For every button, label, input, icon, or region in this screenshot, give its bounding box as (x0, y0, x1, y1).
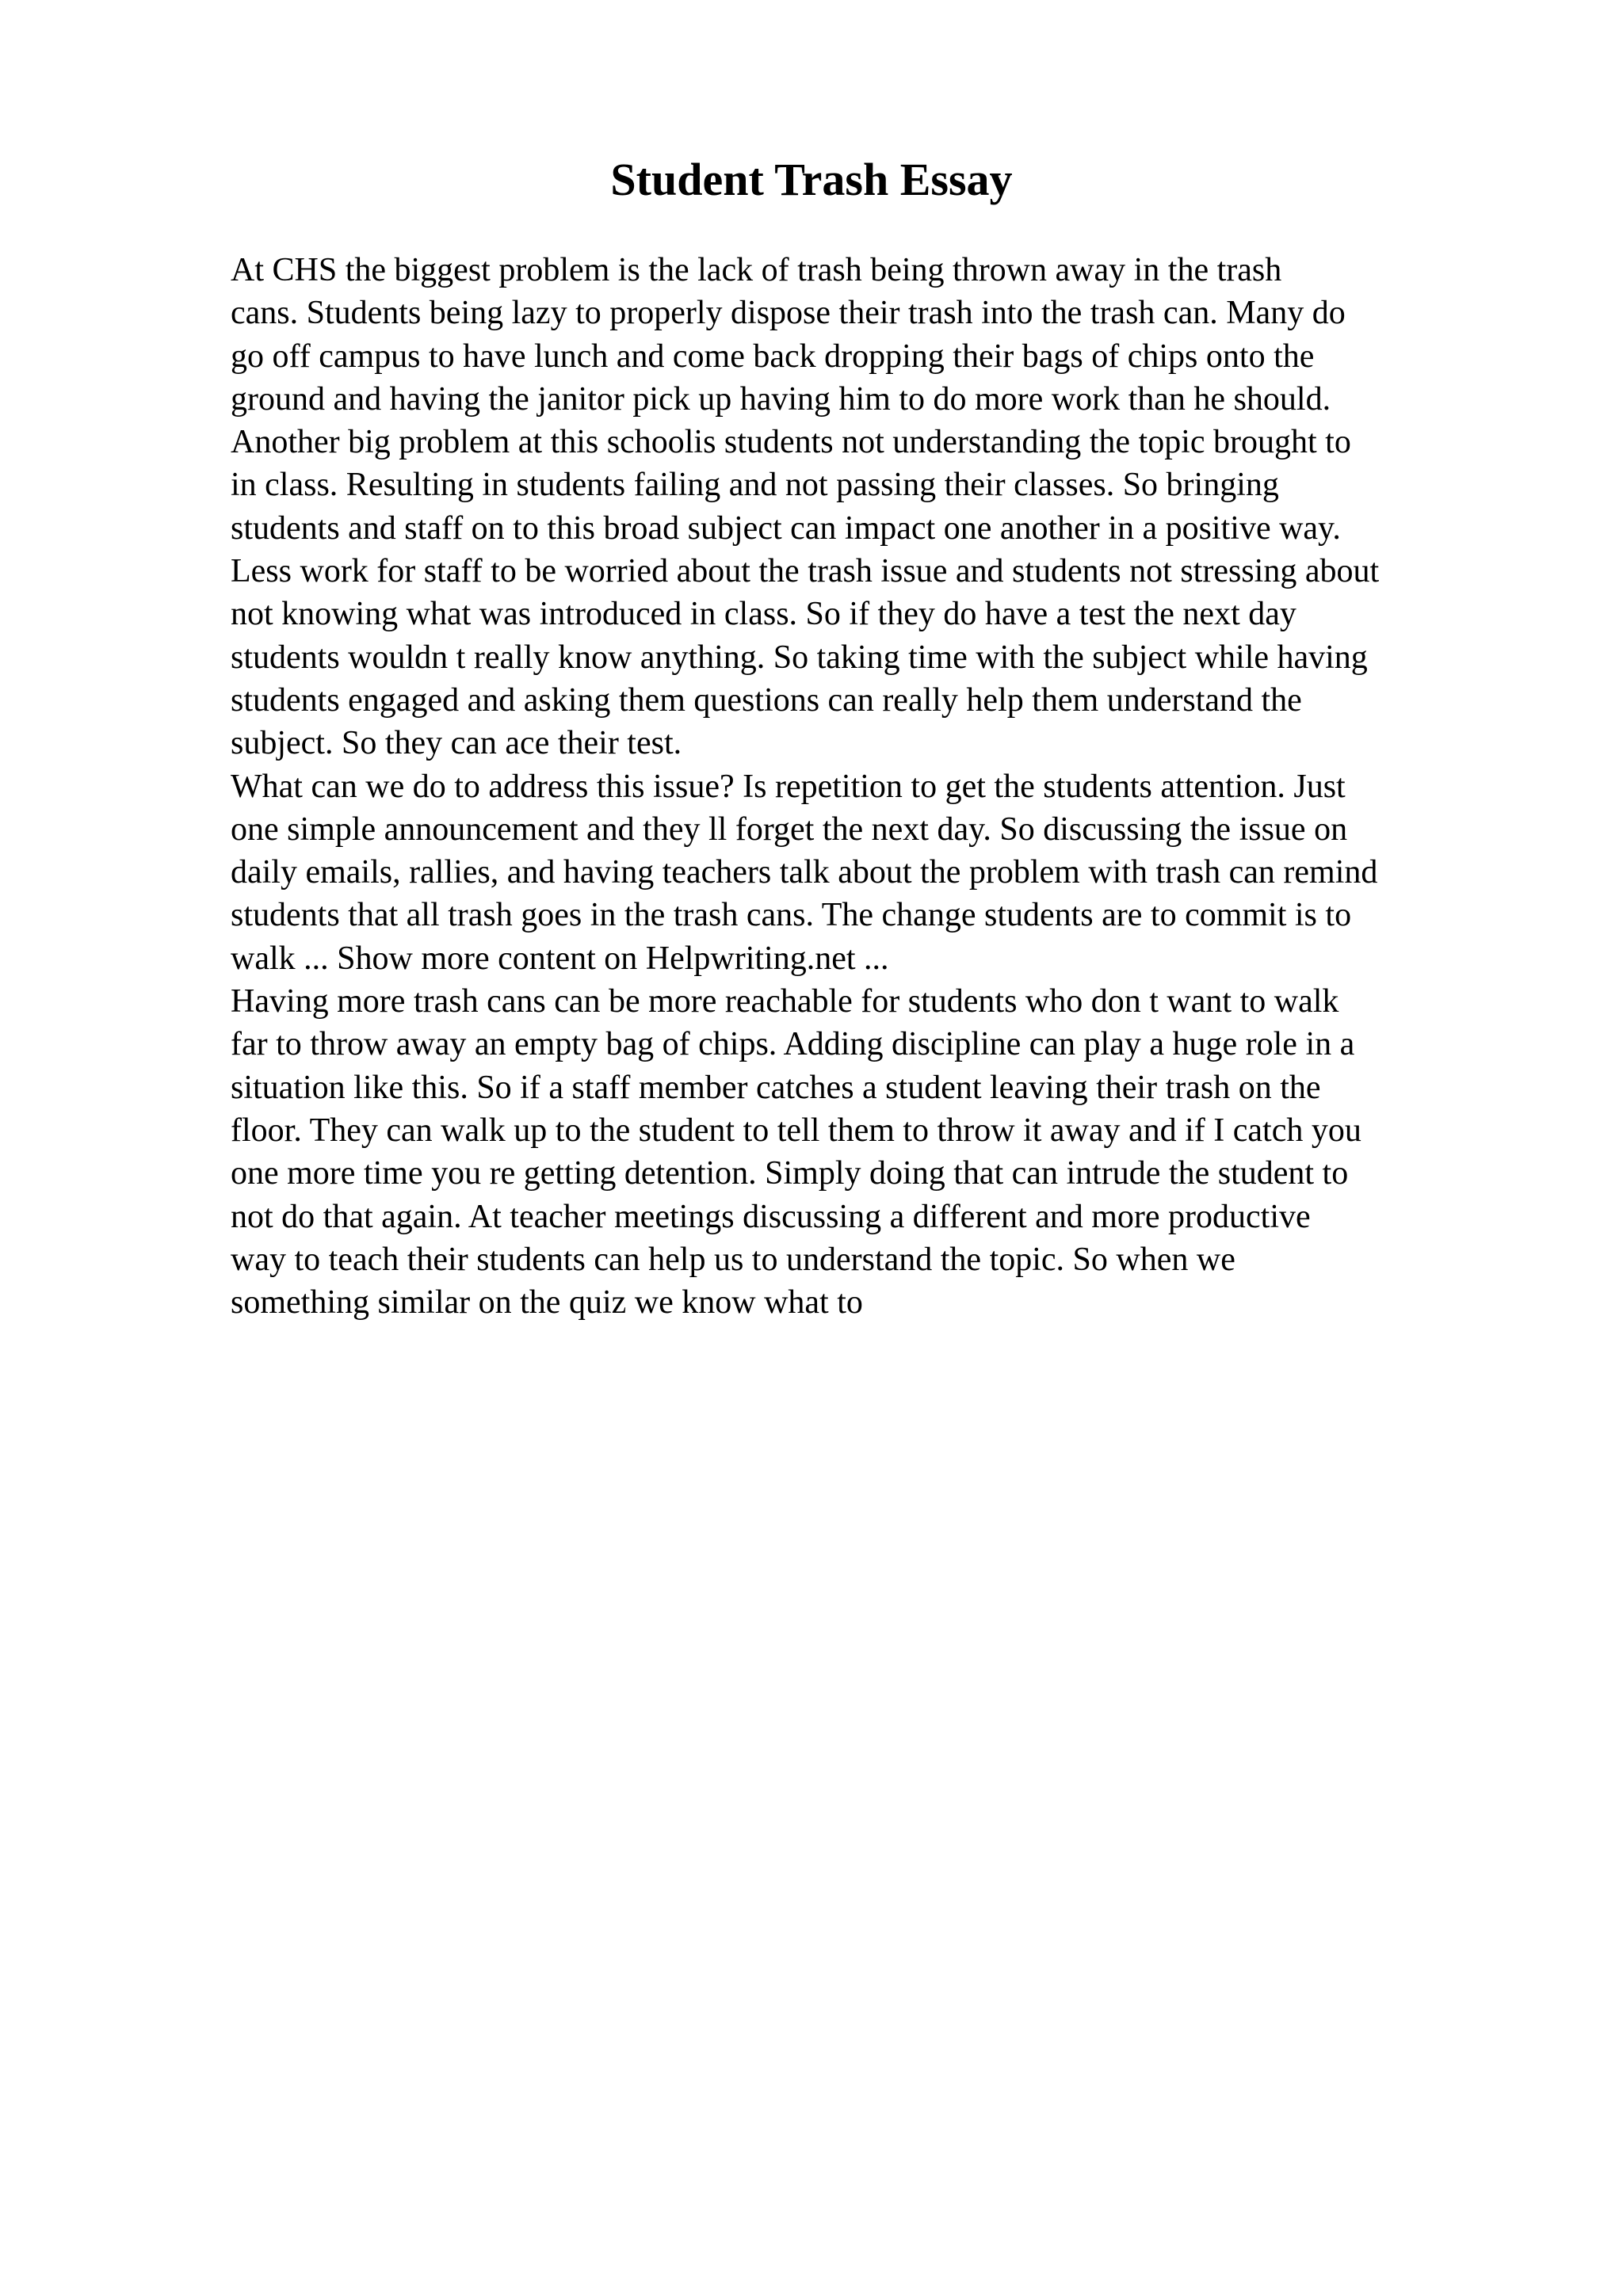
essay-line: one more time you re getting detention. Simply doing that can intrude the student to (231, 1155, 1349, 1192)
essay-line: students wouldn t really know anything. So taking time with the subject while having (231, 639, 1368, 676)
essay-line: floor. They can walk up to the student to tell them to throw it away and if I catch you (231, 1112, 1361, 1149)
essay-line: not knowing what was introduced in class. So if they do have a test the next day (231, 596, 1296, 633)
essay-line: Less work for staff to be worried about the trash issue and students not stressing about (231, 553, 1380, 590)
essay-line: way to teach their students can help us to understand the topic. So when we (231, 1241, 1235, 1278)
essay-line: Having more trash cans can be more reachable for students who don t want to walk (231, 983, 1339, 1020)
essay-body (231, 249, 1594, 1324)
essay-line: one simple announcement and they ll forget the next day. So discussing the issue on (231, 810, 1348, 848)
essay-line: something similar on the quiz we know what to (231, 1284, 863, 1322)
essay-line: Another big problem at this schoolis students not understanding the topic brought to (231, 424, 1351, 461)
essay-line: go off campus to have lunch and come back dropping their bags of chips onto the (231, 338, 1315, 375)
essay-line: in class. Resulting in students failing and not passing their classes. So bringing (231, 467, 1279, 504)
essay-line: What can we do to address this issue? Is repetition to get the students attention. Just (231, 768, 1346, 805)
essay-line: daily emails, rallies, and having teachers talk about the problem with trash can remind (231, 854, 1378, 891)
essay-line: far to throw away an empty bag of chips. Adding discipline can play a huge role in a (231, 1026, 1355, 1063)
essay-line: cans. Students being lazy to properly dispose their trash into the trash can. Many do (231, 295, 1346, 332)
essay-line: At CHS the biggest problem is the lack of trash being thrown away in the trash (231, 252, 1282, 288)
essay-line: ground and having the janitor pick up having him to do more work than he should. (231, 380, 1331, 418)
essay-line: students and staff on to this broad subject can impact one another in a positive way. (231, 509, 1341, 547)
essay-line: situation like this. So if a staff member catches a student leaving their trash on the (231, 1069, 1321, 1106)
essay-line: subject. So they can ace their test. (231, 725, 682, 762)
essay-line: students that all trash goes in the trash cans. The change students are to commit is to (231, 897, 1352, 934)
essay-line: students engaged and asking them questions can really help them understand the (231, 681, 1302, 719)
essay-line: walk ... Show more content on Helpwriting.net ... (231, 940, 889, 977)
essay-line: not do that again. At teacher meetings discussing a different and more productive (231, 1198, 1311, 1235)
document-title: Student Trash Essay (610, 154, 1013, 205)
